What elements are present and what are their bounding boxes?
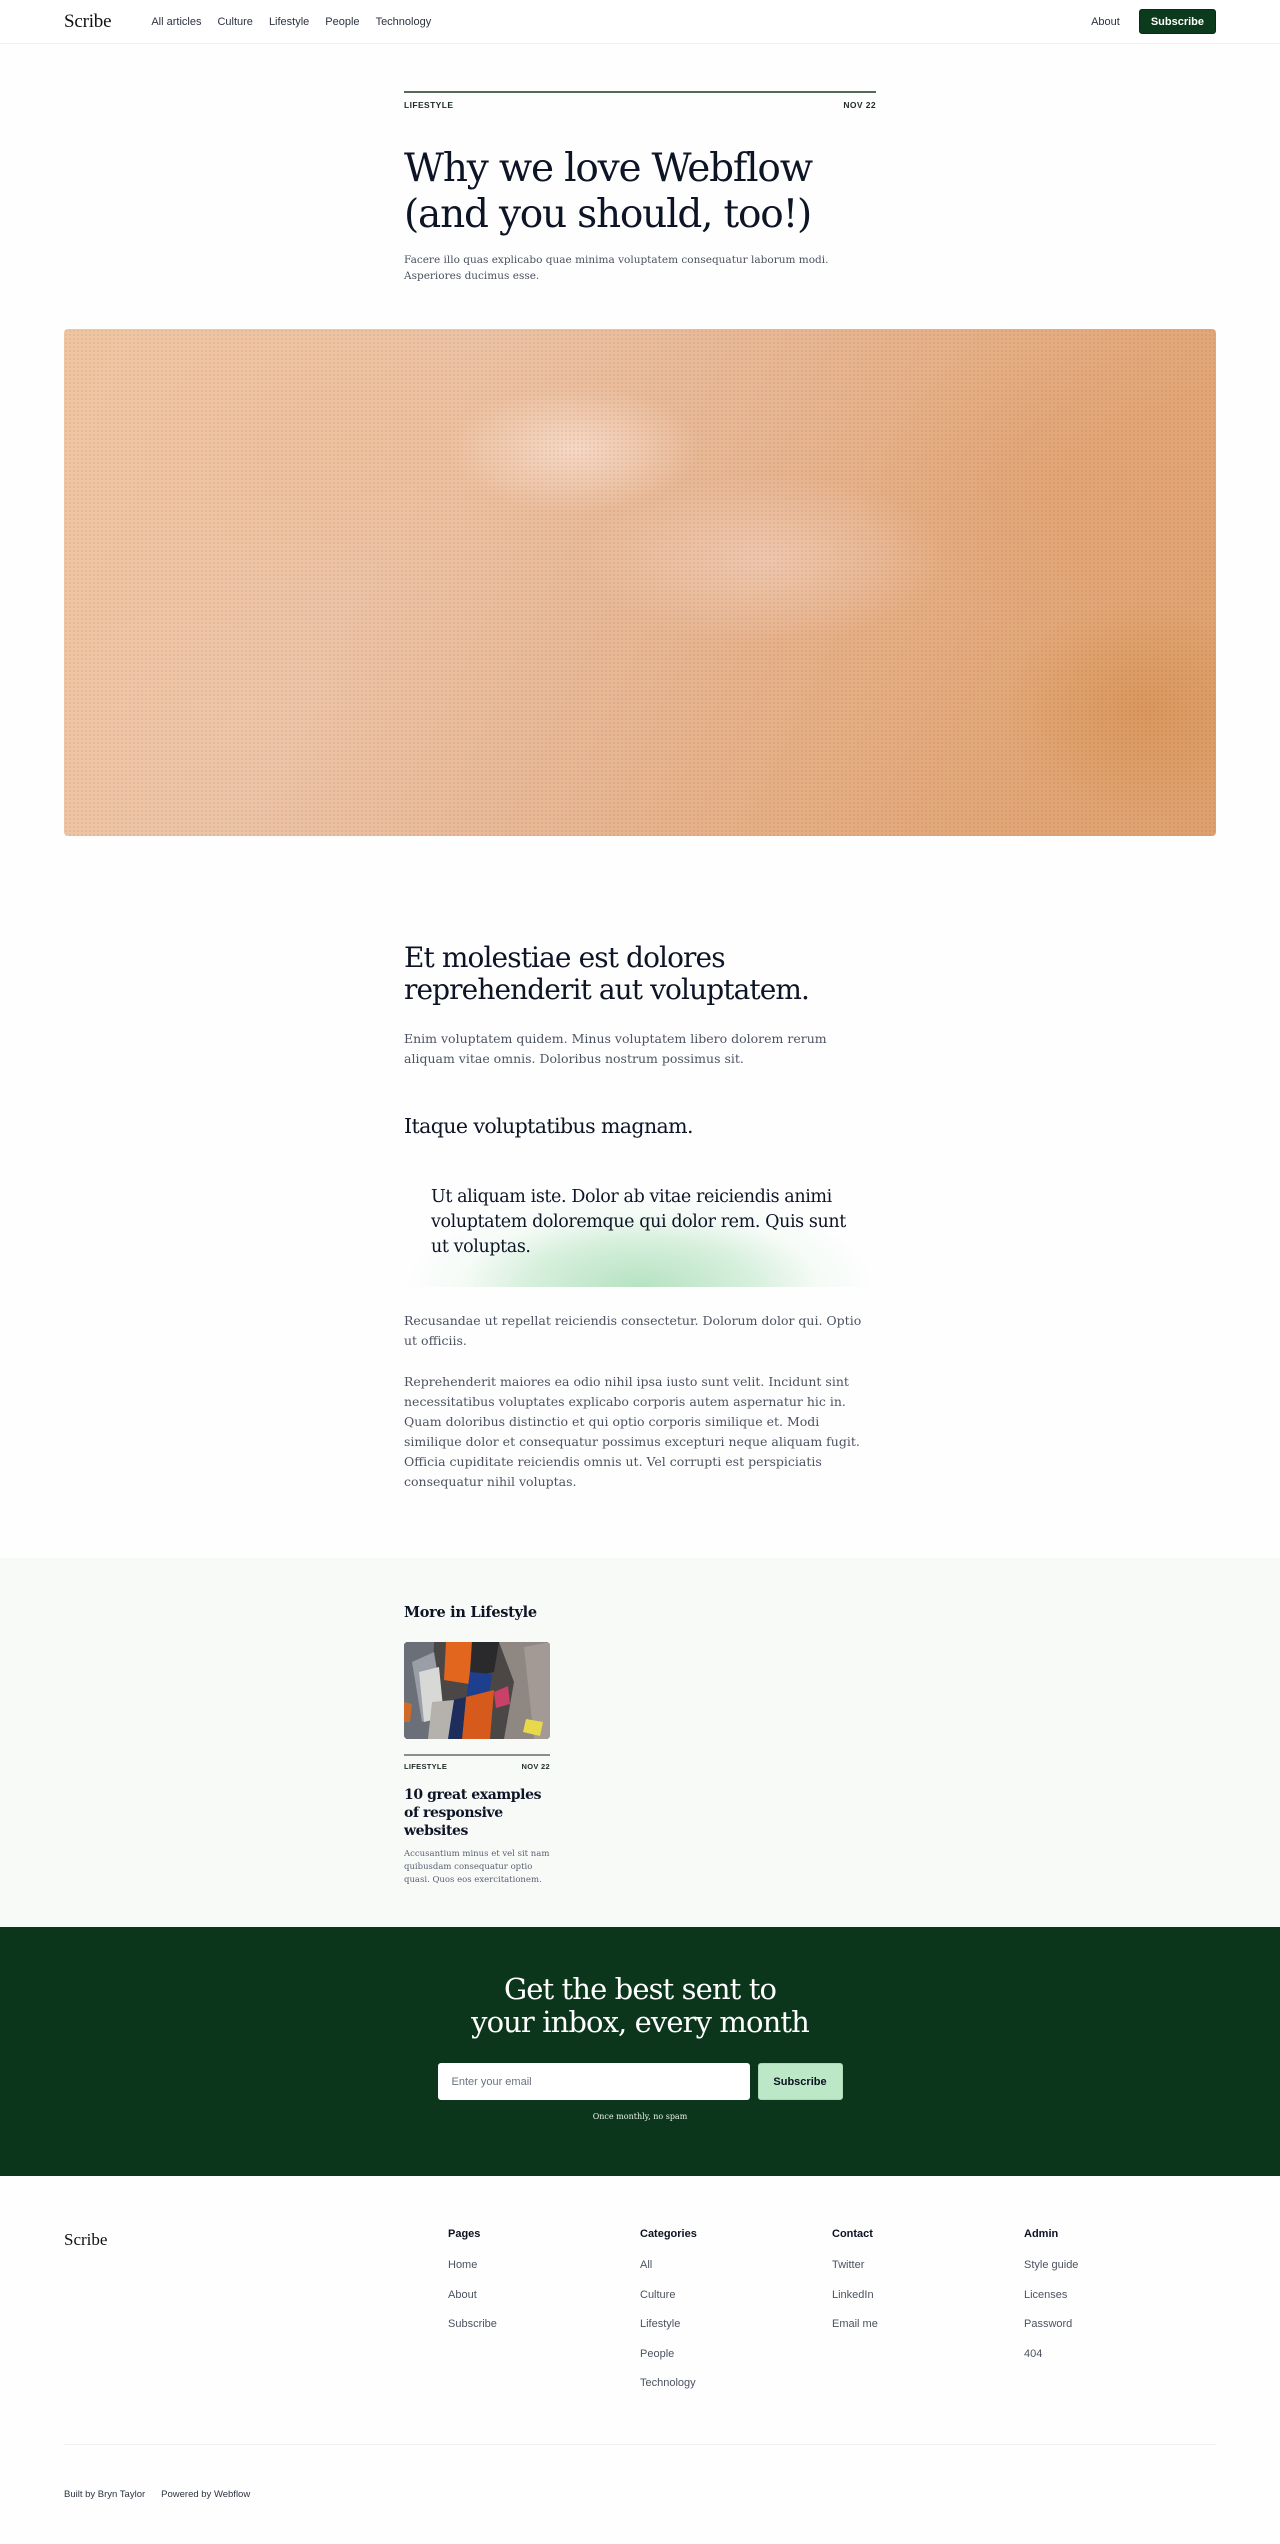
abstract-fabric-image	[404, 1642, 550, 1739]
newsletter-title: Get the best sent to your inbox, every month	[471, 1972, 809, 2039]
footer-link-linkedin[interactable]: LinkedIn	[832, 2288, 874, 2301]
footer-link-licenses[interactable]: Licenses	[1024, 2288, 1068, 2301]
card-description: Accusantium minus et vel sit nam quibusdam consequatur optio quasi. Quos eos exercitationem.	[404, 1849, 550, 1885]
footer-brand-logo[interactable]: Scribe	[64, 2230, 108, 2249]
article-subtitle: Facere illo quas explicabo quae minima voluptatem consequatur laborum modi. Asperiores ducimus esse.	[404, 254, 829, 282]
article-date: NOV 22	[843, 100, 876, 110]
card-category[interactable]: LIFESTYLE	[404, 1762, 448, 1771]
footer-link-style-guide[interactable]: Style guide	[1024, 2259, 1079, 2271]
footer-link-people[interactable]: People	[640, 2347, 675, 2360]
article-title: Why we love Webflow (and you should, too!)	[404, 146, 812, 237]
top-navbar	[0, 0, 1280, 44]
newsletter-form	[0, 2063, 1280, 2100]
pull-quote-text: Ut aliquam iste. Dolor ab vitae reiciendis animi voluptatem doloremque qui dolor rem. Quis sunt ut voluptas.	[431, 1187, 846, 1257]
footer-link-password[interactable]: Password	[1024, 2318, 1073, 2330]
footer-link-lifestyle[interactable]: Lifestyle	[640, 2318, 681, 2330]
footer-column-admin	[1024, 2228, 1216, 2444]
footer-column-contact	[832, 2228, 1024, 2444]
nav-subscribe-button[interactable]: Subscribe	[1139, 9, 1216, 34]
pull-quote	[404, 1159, 876, 1287]
body-paragraph: Reprehenderit maiores ea odio nihil ipsa iusto sunt velit. Incidunt sint necessitatibus voluptates explicabo corporis autem aspernatur hic in. Quam doloribus distinctio et qui optio corporis similique et. Modi similique dolor et consequatur possimus excepturi neque aliquam fugit. Officia cupiditate reiciendis omnis ut. Vel corrupti est perspiciatis consequatur nihil voluptas.	[404, 1374, 860, 1489]
footer-column-heading: Contact	[832, 2228, 873, 2240]
brand-logo[interactable]: Scribe	[64, 10, 112, 32]
footer-link-technology[interactable]: Technology	[640, 2377, 696, 2389]
nav-link-lifestyle[interactable]: Lifestyle	[268, 15, 310, 28]
article-meta	[404, 91, 876, 110]
nav-link-culture[interactable]: Culture	[217, 15, 253, 28]
footer-link-about[interactable]: About	[448, 2288, 477, 2301]
body-paragraph: Enim voluptatem quidem. Minus voluptatem libero dolorem rerum aliquam vitae omnis. Doloribus nostrum possimus sit.	[404, 1031, 827, 1066]
newsletter-note: Once monthly, no spam	[592, 2112, 688, 2121]
site-footer	[0, 2176, 1280, 2544]
nav-link-about[interactable]: About	[1091, 15, 1120, 28]
newsletter-section	[0, 1927, 1280, 2176]
card-date: NOV 22	[521, 1762, 550, 1771]
nav-link-people[interactable]: People	[325, 15, 360, 28]
related-articles	[0, 1558, 1280, 1927]
section-heading: Et molestiae est dolores reprehenderit aut voluptatem.	[404, 941, 810, 1006]
article-header	[404, 91, 876, 284]
footer-bottom	[64, 2445, 1216, 2544]
primary-nav	[151, 16, 1091, 28]
hero-image	[64, 329, 1216, 836]
nav-link-technology[interactable]: Technology	[375, 15, 432, 28]
footer-column-heading: Pages	[448, 2228, 481, 2240]
built-by-link[interactable]: Built by Bryn Taylor	[64, 2489, 146, 2500]
body-paragraph: Recusandae ut repellat reiciendis consectetur. Dolorum dolor qui. Optio ut officiis.	[404, 1313, 862, 1348]
newsletter-subscribe-button[interactable]: Subscribe	[758, 2063, 843, 2100]
related-title: More in Lifestyle	[404, 1604, 537, 1621]
nav-right	[1091, 9, 1216, 34]
article-category[interactable]: LIFESTYLE	[404, 100, 454, 110]
card-title[interactable]: 10 great examples of responsive websites	[404, 1787, 542, 1839]
article-card[interactable]	[404, 1642, 550, 1887]
footer-link-culture[interactable]: Culture	[640, 2288, 676, 2301]
card-image[interactable]	[404, 1642, 550, 1739]
footer-link-email[interactable]: Email me	[832, 2318, 878, 2330]
footer-link-all[interactable]: All	[640, 2259, 653, 2271]
powered-by-link[interactable]: Powered by Webflow	[161, 2489, 251, 2500]
article-body	[404, 942, 876, 1492]
footer-link-twitter[interactable]: Twitter	[832, 2259, 865, 2271]
footer-column-categories	[640, 2228, 832, 2444]
subsection-heading: Itaque voluptatibus magnam.	[404, 1114, 693, 1138]
nav-link-all-articles[interactable]: All articles	[151, 15, 202, 28]
footer-column-heading: Admin	[1024, 2228, 1059, 2240]
footer-link-404[interactable]: 404	[1024, 2347, 1043, 2360]
card-meta	[404, 1754, 550, 1771]
email-input[interactable]	[438, 2063, 750, 2100]
footer-link-home[interactable]: Home	[448, 2259, 478, 2271]
footer-link-subscribe[interactable]: Subscribe	[448, 2318, 497, 2330]
footer-column-heading: Categories	[640, 2228, 697, 2240]
footer-column-pages	[448, 2228, 640, 2444]
